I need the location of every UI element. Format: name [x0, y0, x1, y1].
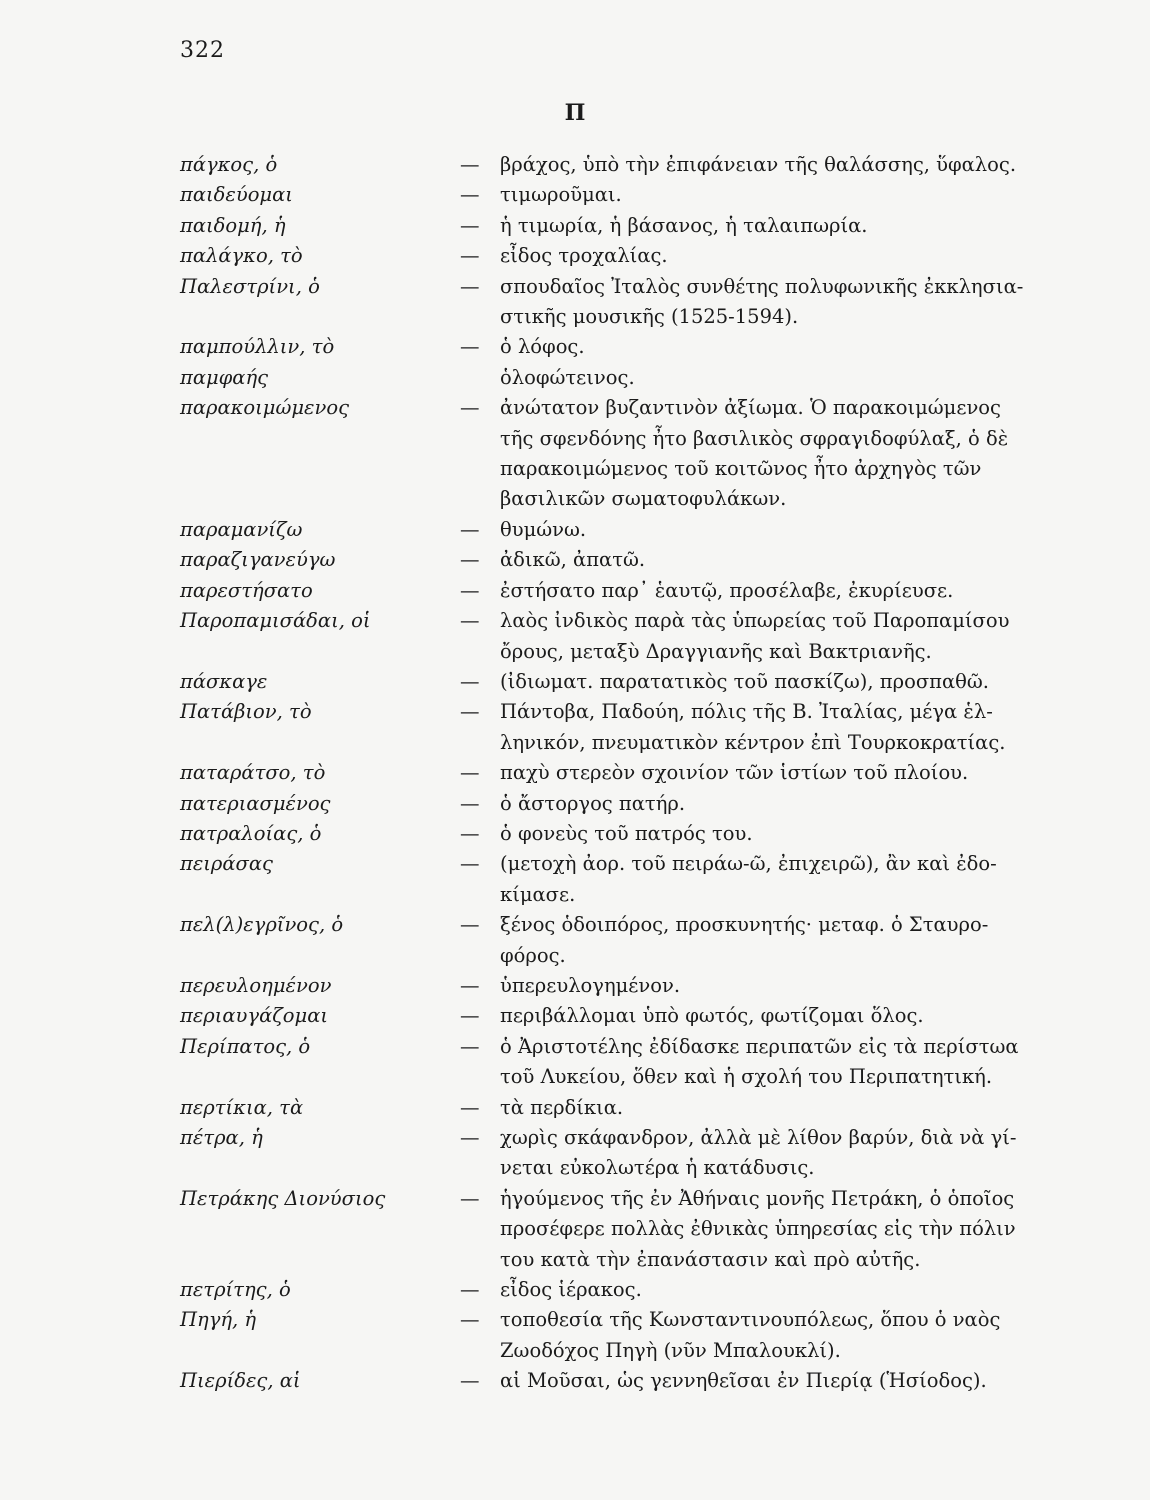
definition-line: ἀνώτατον βυζαντινὸν ἀξίωμα. Ὁ παρακοιμώμενος [500, 396, 1001, 420]
entry-definition [500, 332, 1040, 362]
glossary-entry [180, 1093, 1040, 1123]
entry-dash: — [460, 973, 480, 997]
entry-definition [500, 849, 1040, 910]
entry-term: Παλεστρίνι, ὁ [180, 274, 320, 298]
glossary-entry [180, 515, 1040, 545]
entry-term: περευλοημένον [180, 973, 332, 997]
entry-definition [500, 1305, 1040, 1366]
entry-definition [500, 1093, 1040, 1123]
definition-line: Ζωοδόχος Πηγὴ (νῦν Μπαλουκλί). [500, 1338, 841, 1362]
entry-dash: — [460, 821, 480, 845]
glossary-entry [180, 606, 1040, 667]
entry-dash: — [460, 274, 480, 298]
entry-definition [500, 606, 1040, 667]
entry-term: παμφαής [180, 365, 269, 389]
entry-term: παταράτσο, τὸ [180, 761, 326, 785]
definition-line: προσέφερε πολλὰς ἐθνικὰς ὑπηρεσίας εἰς τὴν πόλιν [500, 1217, 1016, 1241]
entry-term: πετρίτης, ὁ [180, 1278, 291, 1302]
glossary-entry [180, 332, 1040, 362]
definition-line: ξένος ὁδοιπόρος, προσκυνητής· μεταφ. ὁ Σταυρο- [500, 913, 989, 937]
entry-term: Πετράκης Διονύσιος [180, 1186, 386, 1210]
glossary-entry [180, 697, 1040, 758]
entry-term: παραζιγανεύγω [180, 548, 336, 572]
glossary-entry [180, 576, 1040, 606]
definition-line: βράχος, ὑπὸ τὴν ἐπιφάνειαν τῆς θαλάσσης, ὕφαλος. [500, 153, 1017, 176]
glossary-entry [180, 1123, 1040, 1184]
definition-line: ἐστήσατο παρ᾿ ἑαυτῷ, προσέλαβε, ἐκυρίευσε. [500, 578, 954, 602]
entry-dash: — [460, 913, 480, 937]
entry-term: Πιερίδες, αἱ [180, 1369, 301, 1393]
entry-dash: — [460, 1369, 480, 1393]
glossary-entry [180, 545, 1040, 575]
definition-line: τοποθεσία τῆς Κωνσταντινουπόλεως, ὅπου ὁ ναὸς [500, 1308, 1001, 1332]
definition-line: θυμώνω. [500, 517, 587, 541]
entry-dash: — [460, 1278, 480, 1302]
entry-term: πελ(λ)εγρῖνος, ὁ [180, 913, 344, 937]
glossary-entry [180, 241, 1040, 271]
glossary-entry [180, 211, 1040, 241]
definition-line: τῆς σφενδόνης ἦτο βασιλικὸς σφραγιδοφύλαξ, ὁ δὲ [500, 426, 1009, 450]
entry-term: πειράσας [180, 852, 273, 876]
entry-definition [500, 697, 1040, 758]
definition-line: τοῦ Λυκείου, ὅθεν καὶ ἡ σχολή του Περιπατητική. [500, 1065, 993, 1089]
entry-dash: — [460, 335, 480, 359]
entry-dash: — [460, 791, 480, 815]
entry-term: πατεριασμένος [180, 791, 331, 815]
entry-definition [500, 515, 1040, 545]
entry-definition [500, 819, 1040, 849]
entry-term: παμπούλλιν, τὸ [180, 335, 335, 359]
entry-definition [500, 667, 1040, 697]
entry-dash: — [460, 153, 480, 176]
glossary-entry [180, 819, 1040, 849]
entry-term: περιαυγάζομαι [180, 1004, 329, 1028]
definition-line: ἡ τιμωρία, ἡ βάσανος, ἡ ταλαιπωρία. [500, 213, 868, 237]
entry-definition [500, 545, 1040, 575]
entry-definition [500, 180, 1040, 210]
entry-dash: — [460, 1126, 480, 1149]
entry-term: πάσκαγε [180, 669, 268, 693]
definition-line: κίμασε. [500, 882, 576, 906]
definition-line: ἀδικῶ, ἀπατῶ. [500, 548, 646, 572]
glossary-entry [180, 667, 1040, 697]
glossary-entry [180, 971, 1040, 1001]
definition-line: ἡγούμενος τῆς ἐν Ἀθήναις μονῆς Πετράκη, ὁ ὁποῖος [500, 1186, 1015, 1210]
entry-dash: — [460, 852, 480, 876]
definition-line: στικῆς μουσικῆς (1525-1594). [500, 305, 799, 329]
glossary-entry [180, 1001, 1040, 1031]
definition-line: εἶδος ἱέρακος. [500, 1278, 642, 1302]
definition-line: ὄρους, μεταξὺ Δραγγιανῆς καὶ Βακτριανῆς. [500, 639, 932, 663]
entry-dash: — [460, 1004, 480, 1028]
entry-dash: — [460, 1186, 480, 1210]
entry-dash: — [460, 244, 480, 268]
entry-dash: — [460, 396, 480, 420]
entry-dash: — [460, 700, 480, 724]
entry-term: πατραλοίας, ὁ [180, 821, 322, 845]
entry-term: παρακοιμώμενος [180, 396, 350, 420]
entry-term: περτίκια, τὰ [180, 1095, 304, 1119]
entry-term: παιδεύομαι [180, 183, 293, 207]
definition-line: παχὺ στερεὸν σχοινίον τῶν ἱστίων τοῦ πλοίου. [500, 761, 969, 785]
glossary-entry [180, 1032, 1040, 1093]
entry-dash: — [460, 183, 480, 207]
entry-dash: — [460, 517, 480, 541]
entry-definition [500, 1275, 1040, 1305]
glossary-entry [180, 789, 1040, 819]
definition-line: περιβάλλομαι ὑπὸ φωτός, φωτίζομαι ὅλος. [500, 1004, 924, 1028]
definition-line: εἶδος τροχαλίας. [500, 244, 668, 268]
glossary-entry [180, 363, 1040, 393]
entry-term: Πατάβιον, τὸ [180, 700, 312, 724]
definition-line: αἱ Μοῦσαι, ὡς γεννηθεῖσαι ἐν Πιερίᾳ (Ἡσίοδος). [500, 1369, 987, 1393]
definition-line: χωρὶς σκάφανδρον, ἀλλὰ μὲ λίθον βαρύν, διὰ νὰ γί- [500, 1126, 1017, 1149]
entry-definition [500, 211, 1040, 241]
entry-definition [500, 1001, 1040, 1031]
definition-line: τὰ περδίκια. [500, 1095, 624, 1119]
glossary-entry [180, 1184, 1040, 1275]
entry-term: Περίπατος, ὁ [180, 1034, 311, 1058]
entry-definition [500, 789, 1040, 819]
definition-line: παρακοιμώμενος τοῦ κοιτῶνος ἦτο ἀρχηγὸς τῶν [500, 457, 982, 481]
definition-line: ὑπερευλογημένον. [500, 973, 681, 997]
glossary-entry [180, 1305, 1040, 1366]
entry-dash: — [460, 1034, 480, 1058]
page-number: 322 [180, 38, 225, 63]
entry-definition [500, 1366, 1040, 1396]
definition-line: (ἰδιωματ. παρατατικὸς τοῦ πασκίζω), προσπαθῶ. [500, 669, 989, 693]
glossary-entry [180, 393, 1040, 515]
definition-line: ὁ Ἀριστοτέλης ἐδίδασκε περιπατῶν εἰς τὰ περίστωα [500, 1034, 1019, 1058]
glossary-entry [180, 849, 1040, 910]
glossary-entry [180, 272, 1040, 333]
entry-dash: — [460, 1308, 480, 1332]
glossary-entry [180, 150, 1040, 180]
entry-definition [500, 363, 1040, 393]
definition-line: σπουδαῖος Ἰταλὸς συνθέτης πολυφωνικῆς ἐκκλησια- [500, 274, 1024, 298]
glossary-entry [180, 1275, 1040, 1305]
entry-term: Πηγή, ἡ [180, 1308, 257, 1332]
entry-dash: — [460, 548, 480, 572]
definition-line: νεται εὐκολωτέρα ἡ κατάδυσις. [500, 1156, 815, 1180]
entry-dash: — [460, 578, 480, 602]
glossary-entry [180, 1366, 1040, 1396]
definition-line: ὁλοφώτεινος. [500, 365, 635, 389]
entry-dash: — [460, 609, 480, 633]
entry-dash: — [460, 213, 480, 237]
definition-line: ὁ φονεὺς τοῦ πατρός του. [500, 821, 753, 845]
entry-definition [500, 910, 1040, 971]
entry-definition [500, 393, 1040, 515]
definition-line: ὁ λόφος. [500, 335, 585, 359]
entry-term: πέτρα, ἡ [180, 1126, 263, 1149]
entry-definition [500, 1123, 1040, 1184]
definition-line: του κατὰ τὴν ἐπανάστασιν καὶ πρὸ αὐτῆς. [500, 1247, 921, 1271]
entry-dash [460, 363, 500, 393]
definition-line: ὁ ἄστοργος πατήρ. [500, 791, 686, 815]
entry-definition [500, 971, 1040, 1001]
definition-line: φόρος. [500, 943, 566, 967]
entry-term: παρεστήσατο [180, 578, 313, 602]
glossary-entry [180, 758, 1040, 788]
glossary-entry [180, 910, 1040, 971]
definition-line: ληνικόν, πνευματικὸν κέντρον ἐπὶ Τουρκοκρατίας. [500, 730, 1006, 754]
entry-term: παλάγκο, τὸ [180, 244, 303, 268]
entry-definition [500, 1184, 1040, 1275]
entry-dash: — [460, 1095, 480, 1119]
definition-line: τιμωροῦμαι. [500, 183, 622, 207]
entry-dash: — [460, 669, 480, 693]
entry-term: παιδομή, ἡ [180, 213, 286, 237]
entry-definition [500, 576, 1040, 606]
entry-term: παραμανίζω [180, 517, 303, 541]
entry-term: πάγκος, ὁ [180, 153, 278, 176]
entry-definition [500, 150, 1040, 180]
entry-definition [500, 758, 1040, 788]
definition-line: (μετοχὴ ἀορ. τοῦ πειράω-ῶ, ἐπιχειρῶ), ἂν καὶ ἐδο- [500, 852, 997, 876]
definition-line: Πάντοβα, Παδούη, πόλις τῆς Β. Ἰταλίας, μέγα ἑλ- [500, 700, 993, 724]
glossary-entry [180, 180, 1040, 210]
entry-term: Παροπαμισάδαι, οἱ [180, 609, 371, 633]
entry-definition [500, 1032, 1040, 1093]
entry-definition [500, 241, 1040, 271]
section-heading: Π [564, 100, 586, 126]
entry-definition [500, 272, 1040, 333]
definition-line: βασιλικῶν σωματοφυλάκων. [500, 487, 787, 511]
entry-dash: — [460, 761, 480, 785]
glossary-entries [180, 150, 1040, 1397]
definition-line: λαὸς ἰνδικὸς παρὰ τὰς ὑπωρείας τοῦ Παροπαμίσου [500, 609, 1010, 633]
